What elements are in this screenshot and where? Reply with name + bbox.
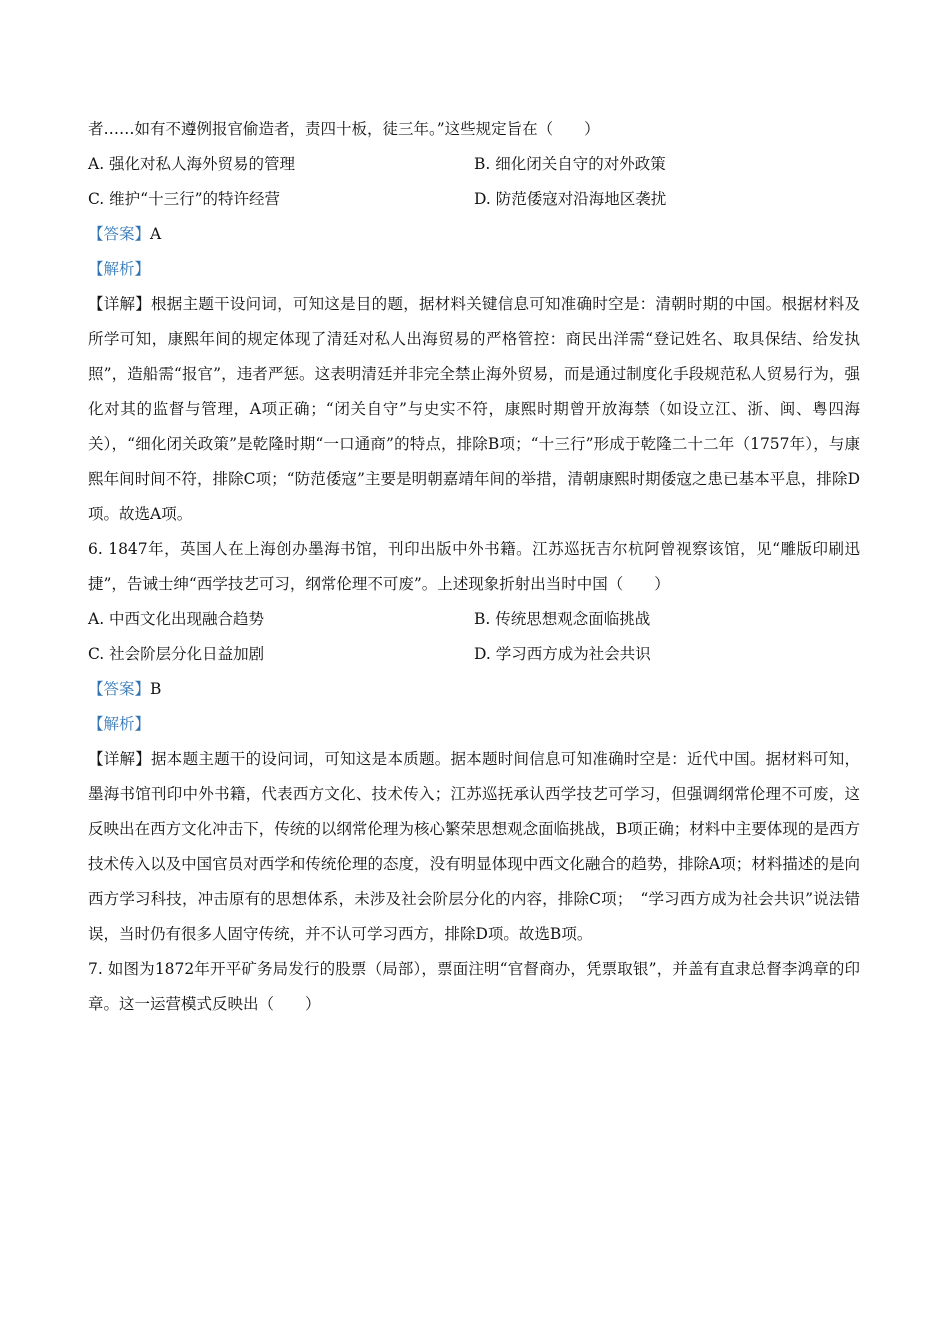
- q6-answer: [88, 672, 860, 707]
- q5-answer-value: A: [150, 225, 162, 243]
- q6-option-d: D. 学习西方成为社会共识: [474, 645, 651, 663]
- q5-answer: [88, 217, 860, 252]
- q5-detail-text: 根据主题干设问词，可知这是目的题，据材料关键信息可知准确时空是：清朝时期的中国。根据材料及所学可知，康熙年间的规定体现了清廷对私人出海贸易的严格管控：商民出洋需“登记姓名、取具保结、给发执照”，造船需“报官”，违者严惩。这表明清廷并非完全禁止海外贸易，而是通过制度化手段规范私人贸易行为，强化对其的监督与管理，A项正确；“闭关自守”与史实不符，康熙时期曾开放海禁（如设立江、浙、闽、粤四海关），“细化闭关政策”是乾隆时期“一口通商”的特点，排除B项；“十三行”形成于乾隆二十二年（1757年），与康熙年间时间不符，排除C项；“防范倭寇”主要是明朝嘉靖年间的举措，清朝康熙时期倭寇之患已基本平息，排除D项。故选A项。: [88, 295, 860, 523]
- q6-answer-value: B: [150, 680, 162, 698]
- q5-detail: [88, 287, 860, 532]
- q5-option-b: B. 细化闭关自守的对外政策: [474, 155, 666, 173]
- q6-answer-tag: 【答案】: [88, 680, 151, 698]
- page-content: [88, 112, 860, 1022]
- q5-stem-tail: 者……如有不遵例报官偷造者，责四十板，徒三年。”这些规定旨在（ ）: [88, 120, 600, 138]
- q6-option-a: A. 中西文化出现融合趋势: [88, 610, 265, 628]
- q5-analysis: [88, 252, 860, 287]
- q6-option-c: C. 社会阶层分化日益加剧: [88, 645, 265, 663]
- q6-options-row-1: [88, 602, 860, 637]
- q5-options-row-1: [88, 147, 860, 182]
- q5-option-d: D. 防范倭寇对沿海地区袭扰: [474, 190, 667, 208]
- q7-stem: 7. 如图为1872年开平矿务局发行的股票（局部），票面注明“官督商办，凭票取银”，并盖有直隶总督李鸿章的印章。这一运营模式反映出（ ）: [88, 960, 860, 1013]
- q5-analysis-tag: 【解析】: [88, 260, 151, 278]
- q5-options-row-2: [88, 182, 860, 217]
- q6-detail-text: 据本题主题干的设问词，可知这是本质题。据本题时间信息可知准确时空是：近代中国。据材料可知，墨海书馆刊印中外书籍，代表西方文化、技术传入；江苏巡抚承认西学技艺可学习，但强调纲常伦理不可废，这反映出在西方文化冲击下，传统的以纲常伦理为核心繁荣思想观念面临挑战，B项正确；材料中主要体现的是西方技术传入以及中国官员对西学和传统伦理的态度，没有明显体现中西文化融合的趋势，排除A项；材料描述的是向西方学习科技，冲击原有的思想体系，未涉及社会阶层分化的内容，排除C项； “学习西方成为社会共识”说法错误，当时仍有很多人固守传统，并不认可学习西方，排除D项。故选B项。: [88, 750, 860, 943]
- q6-detail-tag: 【详解】: [88, 750, 152, 768]
- q6-options-row-2: [88, 637, 860, 672]
- q5-option-a: A. 强化对私人海外贸易的管理: [88, 155, 296, 173]
- q6-detail: [88, 742, 860, 952]
- q5-detail-tag: 【详解】: [88, 295, 152, 313]
- q6-option-b: B. 传统思想观念面临挑战: [474, 610, 651, 628]
- q6-analysis: [88, 707, 860, 742]
- q5-answer-tag: 【答案】: [88, 225, 151, 243]
- q6-analysis-tag: 【解析】: [88, 715, 151, 733]
- q6-stem: 6. 1847年，英国人在上海创办墨海书馆，刊印出版中外书籍。江苏巡抚吉尔杭阿曾视察该馆，见“雕版印刷迅捷”，告诫士绅“西学技艺可习，纲常伦理不可废”。上述现象折射出当时中国（ ）: [88, 540, 860, 593]
- q5-option-c: C. 维护“十三行”的特许经营: [88, 190, 281, 208]
